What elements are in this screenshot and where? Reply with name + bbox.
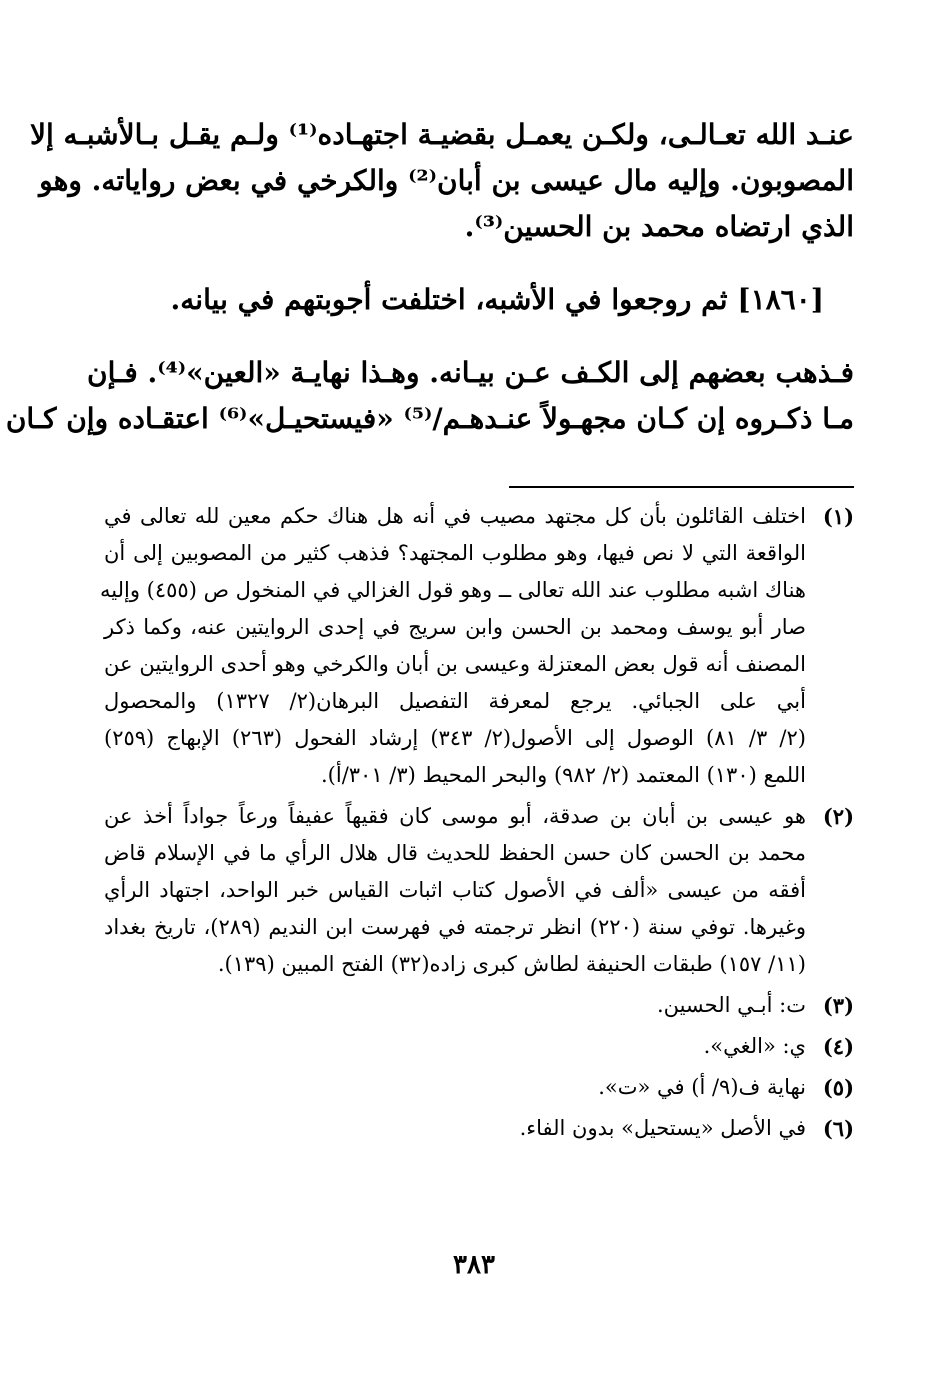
footnote-5 (104, 1069, 854, 1106)
footnotes (100, 498, 854, 1151)
footnote-line: المصنف أنه قول بعض المعتزلة وعيسى بن أبان والكرخي وهو أحدى الروايتين عن (104, 652, 806, 676)
footnote-line: اختلف القائلون بأن كل مجتهد مصيب في أنه هل هناك حكم معين لله تعالى في (104, 504, 806, 528)
footnote-line: صار أبو يوسف ومحمد بن الحسن وابن سريج في إحدى الروايتين عنه، وكما ذكر (104, 615, 806, 639)
footnote-line: هو عيسى بن أبان بن صدقة، أبو موسى كان فقيهاً عفيفاً ورعاً جواداً أخذ عن (104, 804, 806, 828)
footnote-number: (١) (822, 504, 854, 529)
text-line: عنـد الله تعـالـى، ولكـن يعمـل بقضيـة اجتهـاده⁽¹⁾ ولـم يقـل بـالأشبـه إلا (29, 118, 854, 151)
footnote-line: ي: «الغي». (703, 1034, 806, 1058)
footnote-line: في الأصل «يستحيل» بدون الفاء. (519, 1116, 806, 1140)
footnote-number: (٤) (822, 1034, 854, 1059)
footnote-line: ت: أبـي الحسين. (656, 993, 806, 1017)
text-line: الذي ارتضاه محمد بن الحسين⁽³⁾. (464, 210, 854, 243)
footnote-line: (٢/ ٣/ ٨١) الوصول إلى الأصول(٢/ ٣٤٣) إرشاد الفحول (٢٦٣) الإبهاج (٢٥٩) (104, 726, 806, 750)
footnote-line: نهاية ف(٩/ أ) في «ت». (598, 1075, 806, 1099)
text-line: فـذهب بعضهم إلى الكـف عـن بيـانه. وهـذا نهايـة «العين»⁽⁴⁾. فـإن (87, 356, 854, 389)
footnote-separator (509, 486, 854, 488)
footnote-2 (104, 798, 854, 983)
footnote-number: (٣) (822, 993, 854, 1018)
footnote-line: وغيرها. توفي سنة (٢٢٠) انظر ترجمته في فهرست ابن النديم (٢٨٩)، تاريخ بغداد (104, 915, 807, 939)
footnote-number: (٢) (822, 804, 854, 829)
footnote-6 (104, 1110, 854, 1147)
main-text (5, 112, 854, 442)
footnote-number: (٥) (822, 1075, 854, 1100)
page-number: ٣٨٣ (453, 1250, 495, 1280)
text-line: مـا ذكـروه إن كـان مجهـولاً عنـدهـم/⁽⁵⁾ «فيستحيـل»⁽⁶⁾ اعتقـاده وإن كـان (5, 402, 854, 435)
footnote-line: هناك اشبه مطلوب عند الله تعالى ــ وهو قول الغزالي في المنخول ص (٤٥٥) وإليه (100, 578, 806, 602)
footnote-line: محمد بن الحسن كان حسن الحفظ للحديث قال هلال الرأي ما في الإسلام قاض (104, 841, 806, 865)
footnote-line: (١١/ ١٥٧) طبقات الحنيفة لطاش كبرى زاده(٣٢) الفتح المبين (١٣٩). (217, 952, 806, 976)
footnote-line: أفقه من عيسى «ألف في الأصول كتاب اثبات القياس خبر الواحد، اجتهاد الرأي (104, 878, 806, 902)
footnote-number: (٦) (822, 1116, 854, 1141)
footnote-line: اللمع (١٣٠) المعتمد (٢/ ٩٨٢) والبحر المحيط (٣/ ٣٠١/أ). (321, 763, 806, 787)
footnote-line: أبي على الجبائي. يرجع لمعرفة التفصيل البرهان(٢/ ١٣٢٧) والمحصول (104, 689, 806, 713)
footnote-4 (104, 1028, 854, 1065)
footnote-1 (100, 498, 854, 794)
footnote-line: الواقعة التي لا نص فيها، وهو مطلوب المجتهد؟ فذهب كثير من المصوبين إلى أن (104, 541, 806, 565)
text-line: المصوبون. وإليه مال عيسى بن أبان⁽²⁾ والكرخي في بعض رواياته. وهو (39, 164, 854, 197)
footnote-3 (104, 987, 854, 1024)
paragraph-1860: [١٨٦٠] ثم روجعوا في الأشبه، اختلفت أجوبتهم في بيانه. (170, 283, 824, 316)
